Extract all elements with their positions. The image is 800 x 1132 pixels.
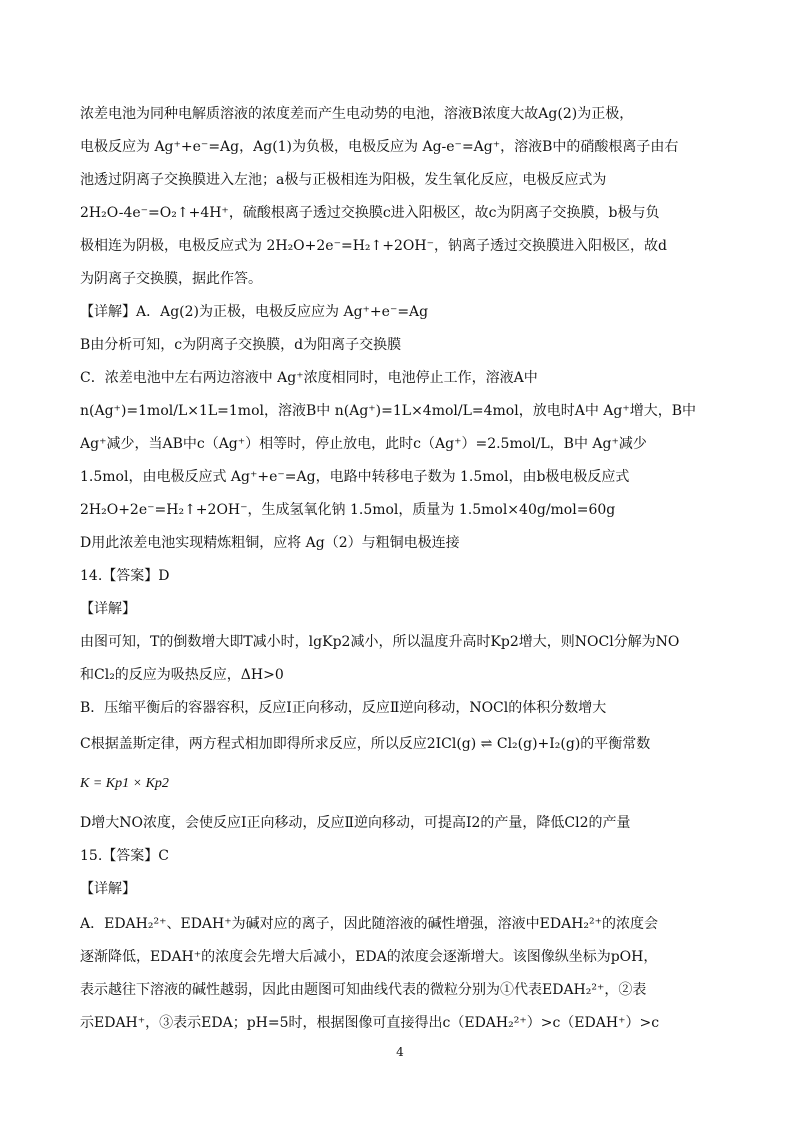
formula-line: K = Kp1 × Kp2 [80, 776, 169, 791]
answer-heading: 14.【答案】D [80, 568, 170, 584]
text-line: 逐渐降低，EDAH⁺的浓度会先增大后减小，EDA的浓度会逐渐增大。该图像纵坐标为pOH， [80, 949, 658, 965]
text-line: 2H₂O-4e⁻=O₂↑+4H⁺，硫酸根离子透过交换膜c进入阳极区，故c为阴离子交换膜，b极与负 [80, 205, 660, 221]
text-line: D用此浓差电池实现精炼粗铜，应将 Ag（2）与粗铜电极连接 [80, 535, 460, 551]
text-line: D增大NO浓度，会使反应Ⅰ正向移动，反应Ⅱ逆向移动，可提高I2的产量，降低Cl2的产量 [80, 815, 631, 831]
section-heading: 【详解】 [80, 601, 136, 617]
text-line: 表示越往下溶液的碱性越弱，因此由题图可知曲线代表的微粒分别为①代表EDAH₂²⁺，②表 [80, 982, 647, 998]
text-line: C．浓差电池中左右两边溶液中 Ag⁺浓度相同时，电池停止工作，溶液A中 [80, 370, 538, 386]
section-heading: 【详解】A．Ag(2)为正极，电极反应应为 Ag⁺+e⁻=Ag [80, 304, 429, 320]
text-line: 电极反应为 Ag⁺+e⁻=Ag，Ag(1)为负极，电极反应为 Ag-e⁻=Ag⁺，溶液B中的硝酸根离子由右 [80, 139, 679, 155]
text-line: 和Cl₂的反应为吸热反应，ΔH>0 [80, 667, 284, 683]
text-line: A．EDAH₂²⁺、EDAH⁺为碱对应的离子，因此随溶液的碱性增强，溶液中EDAH₂²⁺的浓度会 [80, 916, 659, 932]
text-line: 极相连为阴极，电极反应式为 2H₂O+2e⁻=H₂↑+2OH⁻，钠离子透过交换膜进入阳极区，故d [80, 238, 667, 254]
text-line: 为阴离子交换膜，据此作答。 [80, 271, 262, 287]
text-line: B由分析可知，c为阴离子交换膜，d为阳离子交换膜 [80, 337, 402, 353]
text-line: 示EDAH⁺，③表示EDA；pH=5时，根据图像可直接得出c（EDAH₂²⁺）>c（EDAH⁺）>c [80, 1015, 660, 1031]
text-line: C根据盖斯定律，两方程式相加即得所求反应，所以反应2ICl(g) ⇌ Cl₂(g)+I₂(g)的平衡常数 [80, 736, 651, 752]
page-number: 4 [396, 1045, 404, 1059]
section-heading: 【详解】 [80, 881, 136, 897]
text-line: 池透过阴离子交换膜进入左池；a极与正极相连为阳极，发生氧化反应，电极反应式为 [80, 172, 607, 188]
text-line: 由图可知，T的倒数增大即T减小时，lgKp2减小，所以温度升高时Kp2增大，则NOCl分解为NO [80, 634, 680, 650]
text-line: Ag⁺减少，当AB中c（Ag⁺）相等时，停止放电，此时c（Ag⁺）=2.5mol/L，B中 Ag⁺减少 [80, 436, 647, 452]
text-line: 浓差电池为同种电解质溶液的浓度差而产生电动势的电池，溶液B浓度大故Ag(2)为正极， [80, 106, 634, 122]
text-line: B．压缩平衡后的容器容积，反应Ⅰ正向移动，反应Ⅱ逆向移动，NOCl的体积分数增大 [80, 700, 607, 716]
text-line: 1.5mol，由电极反应式 Ag⁺+e⁻=Ag，电路中转移电子数为 1.5mol，由b极电极反应式 [80, 469, 630, 485]
text-line: 2H₂O+2e⁻=H₂↑+2OH⁻，生成氢氧化钠 1.5mol，质量为 1.5mol×40g/mol=60g [80, 502, 616, 518]
text-line: n(Ag⁺)=1mol/L×1L=1mol，溶液B中 n(Ag⁺)=1L×4mol/L=4mol，放电时A中 Ag⁺增大，B中 [80, 403, 697, 419]
answer-heading: 15.【答案】C [80, 848, 169, 864]
